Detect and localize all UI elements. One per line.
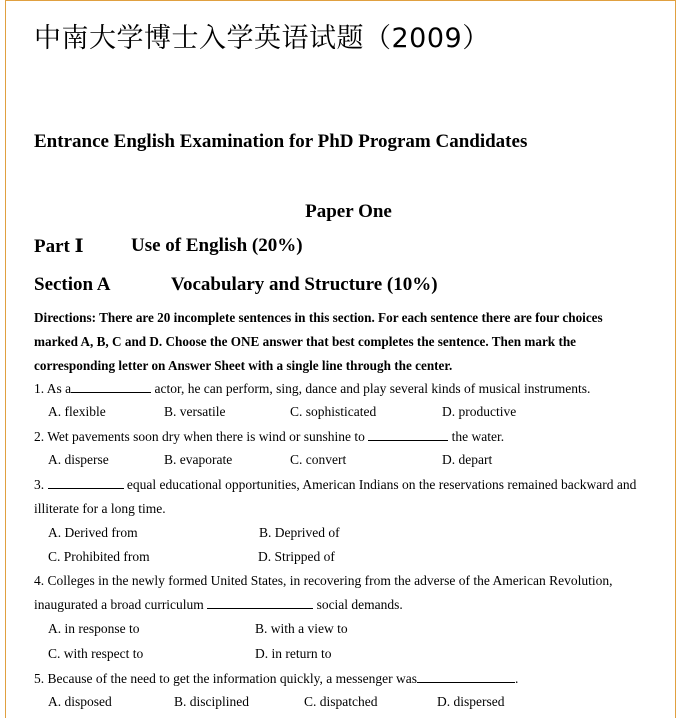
directions-text: Directions: There are 20 incomplete sentences in this section. For each sentence there are four choices marked A, B, C and D. Choose the ONE answer that best completes the sentence. Then mark the corresponding letter on Answer Sheet with a single line through the center.	[34, 310, 603, 373]
question-4-stem-end: social demands.	[316, 597, 403, 612]
question-4-option-d: D. in return to	[255, 646, 332, 661]
question-1-stem-start: 1. As a	[34, 381, 72, 396]
section-heading	[34, 274, 438, 296]
question-4-option-c: C. with respect to	[48, 646, 144, 661]
part-title: Use of English (20%)	[131, 235, 303, 256]
question-1-option-b: B. versatile	[164, 404, 226, 419]
question-4-option-a: A. in response to	[48, 621, 140, 636]
question-1-option-c: C. sophisticated	[290, 404, 377, 419]
question-3-option-a: A. Derived from	[48, 525, 138, 540]
question-5-stem-start: 5. Because of the need to get the information quickly, a messenger was	[34, 671, 418, 686]
question-5-option-d: D. dispersed	[437, 694, 505, 709]
question-3-option-b: B. Deprived of	[259, 525, 340, 540]
answer-blank	[417, 670, 515, 683]
exam-subtitle: Entrance English Examination for PhD Program Candidates	[34, 131, 528, 152]
question-2-option-a: A. disperse	[48, 452, 109, 467]
question-3-option-c: C. Prohibited from	[48, 549, 150, 564]
section-title: Vocabulary and Structure (10%)	[171, 274, 438, 295]
question-2	[34, 428, 504, 445]
question-4-option-b: B. with a view to	[255, 621, 348, 636]
question-5-option-a: A. disposed	[48, 694, 112, 709]
question-2-stem-start: 2. Wet pavements soon dry when there is wind or sunshine to	[34, 429, 365, 444]
question-2-option-b: B. evaporate	[164, 452, 233, 467]
question-5	[34, 670, 518, 687]
question-3-stem-start: 3.	[34, 477, 45, 492]
answer-blank	[71, 380, 151, 393]
question-1-stem-end: actor, he can perform, sing, dance and play several kinds of musical instruments.	[154, 381, 591, 396]
question-2-stem-end: the water.	[451, 429, 505, 444]
section-label: Section A	[34, 274, 111, 295]
question-2-option-c: C. convert	[290, 452, 347, 467]
question-5-option-b: B. disciplined	[174, 694, 249, 709]
question-1-option-d: D. productive	[442, 404, 517, 419]
question-4	[34, 569, 666, 617]
question-5-stem-end: .	[515, 671, 519, 686]
question-3-stem-end: equal educational opportunities, American Indians on the reservations remained backward and illiterate for a long time.	[34, 477, 637, 516]
question-2-option-d: D. depart	[442, 452, 493, 467]
question-4-stem-start: 4. Colleges in the newly formed United States, in recovering from the adverse of the American Revolution, inaugurated a broad curriculum	[34, 573, 613, 612]
answer-blank	[48, 476, 124, 489]
part-label: Part Ⅰ	[34, 236, 84, 257]
question-5-option-c: C. dispatched	[304, 694, 378, 709]
question-1	[34, 380, 590, 397]
question-3-option-d: D. Stripped of	[258, 549, 335, 564]
question-1-option-a: A. flexible	[48, 404, 106, 419]
part-heading	[34, 235, 303, 258]
question-3	[34, 473, 666, 521]
answer-blank	[368, 428, 448, 441]
answer-blank	[207, 596, 313, 609]
exam-title: 中南大学博士入学英语试题（2009）	[34, 23, 490, 54]
paper-heading: Paper One	[305, 201, 392, 222]
